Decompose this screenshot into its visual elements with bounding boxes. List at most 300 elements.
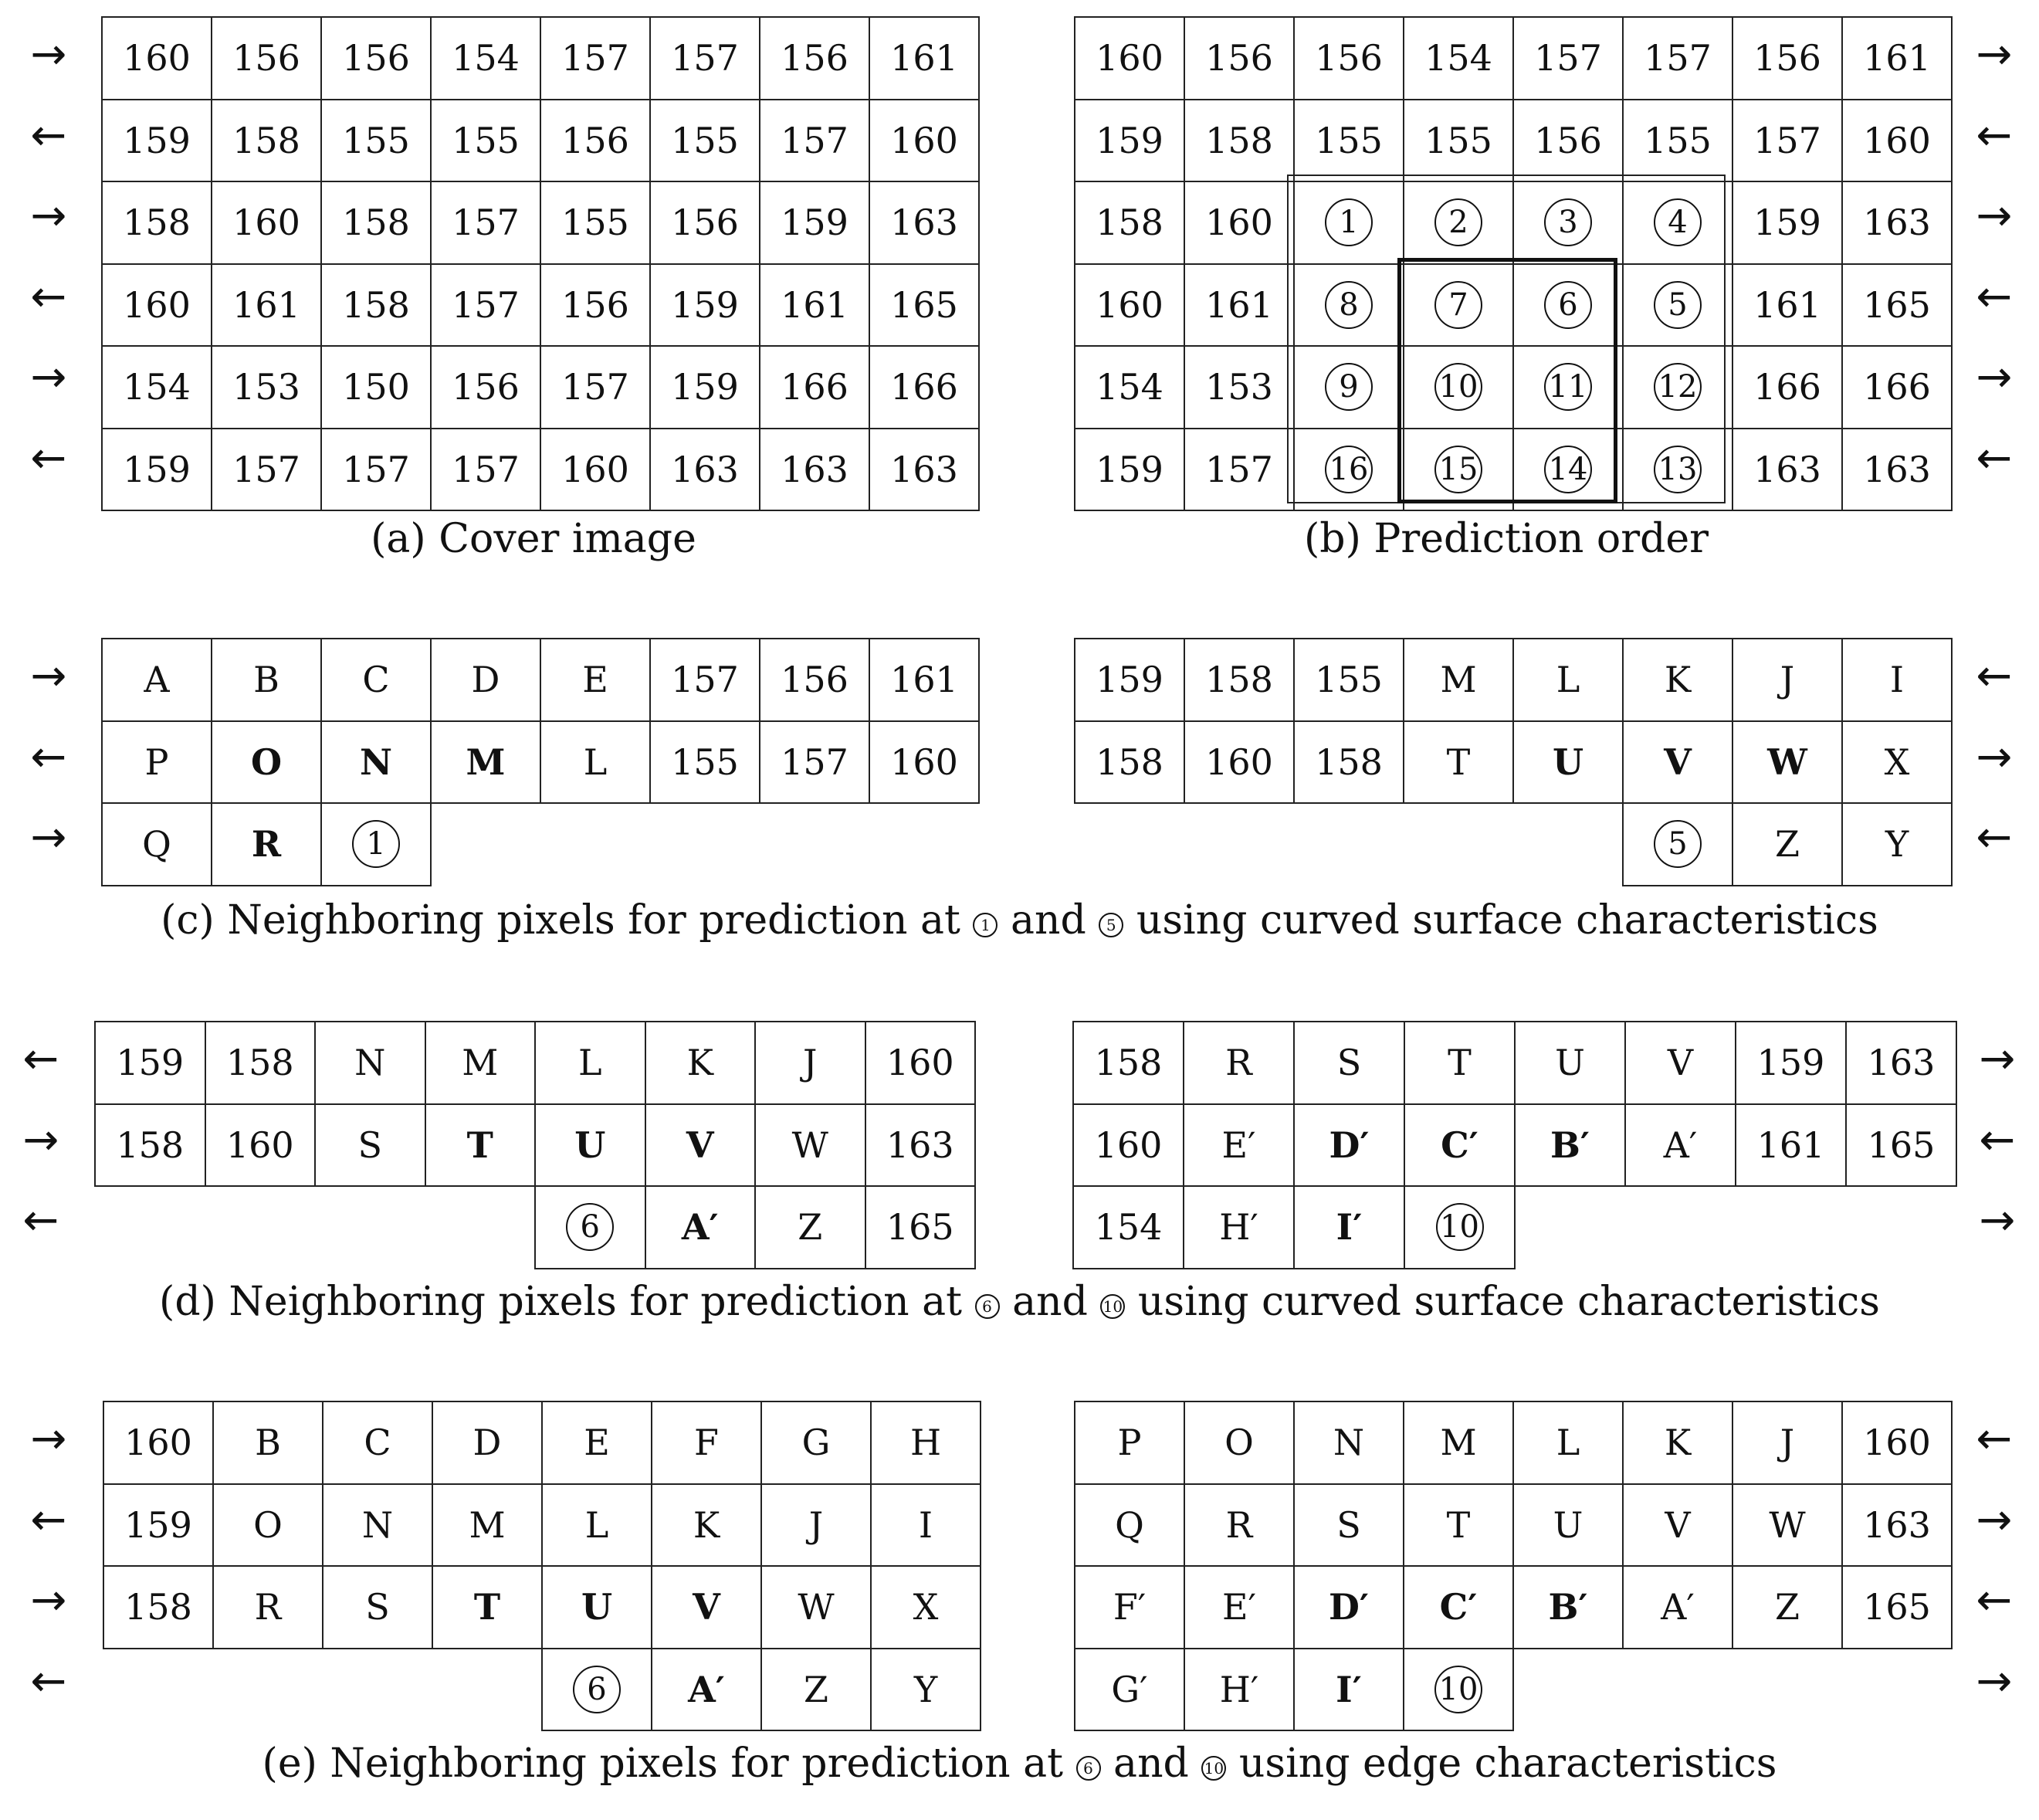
panel-caption-a bbox=[101, 516, 966, 562]
cell-value: 163 bbox=[1863, 202, 1931, 244]
pixel-cell bbox=[1294, 1022, 1404, 1104]
cell-value: K bbox=[1664, 1422, 1692, 1464]
grid-row bbox=[1075, 17, 1952, 100]
pixel-grid-c1 bbox=[101, 638, 980, 886]
pixel-cell bbox=[1732, 346, 1842, 429]
cell-value: 157 bbox=[1644, 37, 1712, 80]
grid-row bbox=[1073, 1022, 1956, 1104]
pixel-grid-d1 bbox=[94, 1021, 976, 1269]
pixel-cell bbox=[540, 429, 650, 511]
arrow-right-icon: → bbox=[30, 191, 67, 242]
cell-value: I bbox=[918, 1503, 933, 1546]
pixel-cell bbox=[1732, 17, 1842, 100]
pixel-grid-e2 bbox=[1074, 1401, 1953, 1731]
pixel-cell bbox=[1515, 1186, 1625, 1269]
cell-value: A′ bbox=[1661, 1586, 1695, 1629]
cell-value: V bbox=[686, 1124, 714, 1166]
cell-value: 158 bbox=[225, 1042, 294, 1084]
pixel-cell bbox=[871, 1484, 981, 1567]
pixel-cell bbox=[540, 17, 650, 100]
pixel-cell bbox=[1732, 803, 1842, 886]
cell-value: H′ bbox=[1219, 1206, 1258, 1249]
pixel-cell bbox=[1404, 1401, 1513, 1484]
cell-value: 155 bbox=[342, 119, 410, 161]
arrow-left-icon: ← bbox=[22, 1195, 59, 1246]
cell-value: 158 bbox=[124, 1586, 192, 1629]
cell-value: C bbox=[362, 659, 390, 701]
grid-row bbox=[102, 639, 979, 721]
arrow-right-icon: → bbox=[30, 1414, 67, 1465]
cell-value: 160 bbox=[123, 283, 191, 326]
pixel-cell bbox=[1184, 721, 1294, 804]
cell-value: G bbox=[801, 1422, 831, 1464]
cell-value: 160 bbox=[1096, 37, 1163, 80]
pixel-cell bbox=[1404, 1649, 1513, 1731]
pixel-cell bbox=[1404, 1104, 1515, 1187]
order-marker-16: 16 bbox=[1325, 446, 1373, 493]
cell-value: 159 bbox=[1756, 1042, 1825, 1084]
cell-value: R bbox=[1225, 1503, 1253, 1546]
pixel-cell bbox=[1073, 1022, 1184, 1104]
cell-value: 153 bbox=[1205, 366, 1273, 408]
cell-value: I bbox=[1889, 659, 1905, 701]
cell-value: 160 bbox=[225, 1124, 294, 1166]
arrow-left-icon: ← bbox=[30, 1494, 67, 1545]
cell-value: W bbox=[1769, 1503, 1806, 1546]
cell-value: L bbox=[1556, 1422, 1580, 1464]
pixel-cell bbox=[321, 181, 431, 264]
cell-value: 155 bbox=[671, 741, 739, 783]
pixel-cell bbox=[432, 1484, 542, 1567]
pixel-cell bbox=[1075, 1566, 1184, 1649]
pixel-cell bbox=[102, 346, 212, 429]
pixel-cell bbox=[869, 803, 979, 886]
cell-value: Z bbox=[1775, 823, 1800, 866]
cell-value: 156 bbox=[561, 283, 629, 326]
pixel-cell bbox=[1623, 803, 1732, 886]
pixel-cell bbox=[1623, 1566, 1732, 1649]
cell-value: F bbox=[694, 1422, 719, 1464]
pixel-cell bbox=[1623, 639, 1732, 721]
cell-value: D′ bbox=[1329, 1124, 1370, 1166]
cell-value: Q bbox=[142, 823, 171, 866]
pixel-cell bbox=[1294, 1649, 1404, 1731]
pixel-cell bbox=[205, 1186, 316, 1269]
grid-row bbox=[103, 1401, 981, 1484]
pixel-cell bbox=[650, 429, 760, 511]
grid-row bbox=[1073, 1186, 1956, 1269]
cell-value: 156 bbox=[342, 37, 410, 80]
cell-value: 156 bbox=[1315, 37, 1383, 80]
pixel-cell bbox=[1842, 1566, 1952, 1649]
pixel-cell bbox=[760, 639, 869, 721]
pixel-cell bbox=[1842, 721, 1952, 804]
arrow-right-icon: → bbox=[1979, 1034, 2016, 1085]
arrow-left-icon: ← bbox=[1976, 1575, 2013, 1626]
pixel-cell bbox=[1184, 1022, 1294, 1104]
cell-value: 158 bbox=[1315, 741, 1383, 783]
pixel-cell bbox=[755, 1104, 865, 1187]
pixel-cell bbox=[1513, 1484, 1623, 1567]
arrow-right-icon: → bbox=[1976, 191, 2013, 242]
pixel-cell bbox=[1623, 721, 1732, 804]
grid-row bbox=[103, 1484, 981, 1567]
cell-value: 157 bbox=[1534, 37, 1602, 80]
grid-row bbox=[1075, 264, 1952, 347]
cell-value: Y bbox=[913, 1668, 938, 1710]
pixel-cell bbox=[102, 181, 212, 264]
pixel-cell bbox=[869, 264, 979, 347]
pixel-cell bbox=[212, 429, 321, 511]
pixel-cell bbox=[1404, 1484, 1513, 1567]
pixel-cell bbox=[1842, 181, 1952, 264]
cell-value: L bbox=[577, 1042, 602, 1084]
grid-row bbox=[1075, 639, 1952, 721]
arrow-left-icon: ← bbox=[1979, 1114, 2016, 1165]
pixel-cell bbox=[865, 1104, 976, 1187]
grid-row bbox=[102, 264, 979, 347]
pixel-cell bbox=[1736, 1022, 1846, 1104]
pixel-cell bbox=[1184, 1104, 1294, 1187]
cell-value: P bbox=[144, 741, 169, 783]
pixel-cell bbox=[1513, 803, 1623, 886]
pixel-cell bbox=[1404, 17, 1513, 100]
cell-value: 160 bbox=[232, 202, 300, 244]
pixel-cell bbox=[1732, 1401, 1842, 1484]
pixel-cell bbox=[1842, 639, 1952, 721]
cell-value: S bbox=[365, 1586, 390, 1629]
pixel-cell bbox=[650, 721, 760, 804]
order-marker-11: 11 bbox=[1544, 363, 1592, 411]
cell-value: V bbox=[1664, 741, 1692, 783]
cell-value: 155 bbox=[1424, 119, 1492, 161]
cell-value: B′ bbox=[1548, 1586, 1588, 1629]
cell-value: 163 bbox=[1863, 1503, 1931, 1546]
pixel-cell bbox=[1842, 1484, 1952, 1567]
cell-value: O bbox=[253, 1503, 283, 1546]
cell-value: 160 bbox=[1863, 119, 1931, 161]
pixel-cell bbox=[1732, 1484, 1842, 1567]
pixel-cell bbox=[645, 1104, 756, 1187]
pixel-cell bbox=[652, 1401, 761, 1484]
caption-text: and bbox=[1100, 1740, 1202, 1787]
cell-value: 154 bbox=[123, 366, 191, 408]
panel-caption-c1 bbox=[0, 897, 2039, 944]
pixel-cell bbox=[1623, 181, 1732, 264]
pixel-cell bbox=[1623, 429, 1732, 511]
pixel-cell bbox=[1623, 17, 1732, 100]
pixel-cell bbox=[1732, 721, 1842, 804]
pixel-cell bbox=[1732, 1649, 1842, 1731]
pixel-cell bbox=[323, 1566, 432, 1649]
cell-value: 166 bbox=[1753, 366, 1821, 408]
cell-value: 156 bbox=[671, 202, 739, 244]
arrow-left-icon: ← bbox=[30, 432, 67, 483]
pixel-cell bbox=[761, 1566, 871, 1649]
pixel-cell bbox=[321, 721, 431, 804]
pixel-cell bbox=[1404, 100, 1513, 182]
cell-value: 160 bbox=[1096, 283, 1163, 326]
pixel-grid-d2 bbox=[1072, 1021, 1957, 1269]
pixel-cell bbox=[869, 17, 979, 100]
pixel-cell bbox=[760, 100, 869, 182]
pixel-cell bbox=[212, 639, 321, 721]
cell-value: 154 bbox=[452, 37, 520, 80]
grid-row bbox=[95, 1104, 975, 1187]
pixel-cell bbox=[1513, 1401, 1623, 1484]
pixel-cell bbox=[432, 1566, 542, 1649]
pixel-cell bbox=[432, 1649, 542, 1731]
cell-value: K bbox=[693, 1503, 720, 1546]
pixel-cell bbox=[755, 1186, 865, 1269]
cell-value: 159 bbox=[671, 366, 739, 408]
cell-value: E bbox=[582, 659, 608, 701]
pixel-cell bbox=[1732, 100, 1842, 182]
cell-value: K bbox=[1664, 659, 1692, 701]
cell-value: 160 bbox=[561, 448, 629, 490]
pixel-cell bbox=[431, 803, 540, 886]
cell-value: B bbox=[255, 1422, 281, 1464]
cell-value: U bbox=[1555, 1042, 1585, 1084]
cell-value: 161 bbox=[232, 283, 300, 326]
order-marker-8: 8 bbox=[1325, 281, 1373, 329]
pixel-cell bbox=[1513, 181, 1623, 264]
pixel-cell bbox=[212, 264, 321, 347]
cell-value: 160 bbox=[1205, 741, 1273, 783]
order-marker-2: 2 bbox=[1434, 198, 1482, 246]
cell-value: 160 bbox=[886, 1042, 954, 1084]
pixel-cell bbox=[1625, 1104, 1736, 1187]
pixel-cell bbox=[1184, 639, 1294, 721]
pixel-cell bbox=[102, 721, 212, 804]
pixel-cell bbox=[1294, 264, 1404, 347]
cell-value: 157 bbox=[781, 119, 848, 161]
pixel-cell bbox=[865, 1186, 976, 1269]
pixel-cell bbox=[213, 1401, 323, 1484]
pixel-cell bbox=[1732, 639, 1842, 721]
cell-value: 166 bbox=[781, 366, 848, 408]
pixel-cell bbox=[1184, 1401, 1294, 1484]
grid-row bbox=[102, 803, 979, 886]
pixel-cell bbox=[1513, 346, 1623, 429]
pixel-cell bbox=[1075, 1649, 1184, 1731]
pixel-cell bbox=[1075, 264, 1184, 347]
grid-row bbox=[1075, 346, 1952, 429]
pixel-cell bbox=[540, 100, 650, 182]
pixel-cell bbox=[542, 1649, 652, 1731]
cell-value: 155 bbox=[671, 119, 739, 161]
cell-value: S bbox=[1336, 1042, 1362, 1084]
pixel-cell bbox=[535, 1022, 645, 1104]
pixel-cell bbox=[1846, 1186, 1956, 1269]
pixel-cell bbox=[1736, 1186, 1846, 1269]
cell-value: O bbox=[250, 741, 283, 783]
pixel-cell bbox=[871, 1401, 981, 1484]
order-marker-9: 9 bbox=[1325, 363, 1373, 411]
pixel-cell bbox=[755, 1022, 865, 1104]
pixel-cell bbox=[542, 1484, 652, 1567]
pixel-cell bbox=[1184, 1186, 1294, 1269]
grid-row bbox=[1075, 100, 1952, 182]
pixel-cell bbox=[425, 1186, 536, 1269]
order-marker-1: 1 bbox=[1325, 198, 1373, 246]
pixel-cell bbox=[1075, 429, 1184, 511]
pixel-cell bbox=[1073, 1186, 1184, 1269]
pixel-cell bbox=[102, 429, 212, 511]
pixel-cell bbox=[212, 721, 321, 804]
pixel-cell bbox=[205, 1104, 316, 1187]
pixel-cell bbox=[1513, 264, 1623, 347]
pixel-cell bbox=[542, 1401, 652, 1484]
cell-value: 157 bbox=[1205, 448, 1273, 490]
cell-value: I′ bbox=[1336, 1206, 1363, 1249]
grid-row bbox=[95, 1186, 975, 1269]
pixel-cell bbox=[1623, 346, 1732, 429]
cell-value: E′ bbox=[1221, 1124, 1256, 1166]
pixel-cell bbox=[1404, 1186, 1515, 1269]
cell-value: D bbox=[472, 1422, 502, 1464]
cell-value: 159 bbox=[1096, 659, 1163, 701]
order-marker-7: 7 bbox=[1434, 281, 1482, 329]
pixel-cell bbox=[321, 803, 431, 886]
pixel-cell bbox=[102, 100, 212, 182]
pixel-cell bbox=[1513, 639, 1623, 721]
cell-value: 160 bbox=[890, 741, 958, 783]
cell-value: 160 bbox=[1094, 1124, 1163, 1166]
cell-value: 159 bbox=[781, 202, 848, 244]
pixel-cell bbox=[650, 346, 760, 429]
pixel-cell bbox=[1404, 346, 1513, 429]
cell-value: 160 bbox=[1863, 1422, 1931, 1464]
pixel-cell bbox=[102, 639, 212, 721]
cell-value: U bbox=[1553, 1503, 1583, 1546]
cell-value: 165 bbox=[1863, 283, 1931, 326]
cell-value: Y bbox=[1885, 823, 1909, 866]
cell-value: 157 bbox=[671, 659, 739, 701]
cell-value: 161 bbox=[1863, 37, 1931, 80]
pixel-cell bbox=[1073, 1104, 1184, 1187]
pixel-cell bbox=[1842, 264, 1952, 347]
pixel-cell bbox=[1842, 1649, 1952, 1731]
caption-order-marker: 1 bbox=[973, 913, 997, 937]
pixel-cell bbox=[102, 17, 212, 100]
pixel-cell bbox=[652, 1484, 761, 1567]
pixel-cell bbox=[1623, 1401, 1732, 1484]
cell-value: 165 bbox=[886, 1206, 954, 1249]
cell-value: T bbox=[1446, 741, 1471, 783]
cell-value: 155 bbox=[452, 119, 520, 161]
pixel-cell bbox=[1513, 429, 1623, 511]
arrow-left-icon: ← bbox=[1976, 812, 2013, 863]
cell-value: 156 bbox=[781, 659, 848, 701]
order-marker-6: 6 bbox=[573, 1666, 621, 1713]
cell-value: T bbox=[473, 1586, 501, 1629]
cell-value: 158 bbox=[232, 119, 300, 161]
cell-value: 158 bbox=[1096, 202, 1163, 244]
cell-value: B′ bbox=[1550, 1124, 1590, 1166]
grid-row bbox=[102, 17, 979, 100]
cell-value: H′ bbox=[1219, 1668, 1259, 1710]
pixel-cell bbox=[431, 100, 540, 182]
pixel-cell bbox=[650, 264, 760, 347]
cell-value: X bbox=[1884, 741, 1910, 783]
pixel-cell bbox=[540, 181, 650, 264]
pixel-cell bbox=[1513, 100, 1623, 182]
grid-row bbox=[102, 346, 979, 429]
cell-value: 163 bbox=[781, 448, 848, 490]
grid-row bbox=[1075, 1401, 1952, 1484]
pixel-cell bbox=[323, 1649, 432, 1731]
pixel-cell bbox=[1732, 264, 1842, 347]
cell-value: 157 bbox=[232, 448, 300, 490]
cell-value: 156 bbox=[561, 119, 629, 161]
cell-value: 159 bbox=[671, 283, 739, 326]
arrow-right-icon: → bbox=[1979, 1195, 2016, 1246]
cell-value: 159 bbox=[1753, 202, 1821, 244]
cell-value: 156 bbox=[1534, 119, 1602, 161]
pixel-cell bbox=[1736, 1104, 1846, 1187]
pixel-grid-a bbox=[101, 16, 980, 511]
pixel-cell bbox=[869, 721, 979, 804]
cell-value: W bbox=[791, 1124, 828, 1166]
pixel-cell bbox=[213, 1566, 323, 1649]
cell-value: N bbox=[1333, 1422, 1365, 1464]
cell-value: 157 bbox=[452, 448, 520, 490]
cell-value: 158 bbox=[1096, 741, 1163, 783]
order-marker-1: 1 bbox=[352, 820, 400, 868]
cell-value: U bbox=[1552, 741, 1584, 783]
cell-value: J bbox=[1780, 659, 1795, 701]
pixel-cell bbox=[1184, 803, 1294, 886]
grid-row bbox=[1075, 1484, 1952, 1567]
arrow-left-icon: ← bbox=[30, 731, 67, 782]
pixel-cell bbox=[760, 721, 869, 804]
cell-value: 159 bbox=[123, 119, 191, 161]
pixel-cell bbox=[431, 429, 540, 511]
pixel-cell bbox=[1404, 1566, 1513, 1649]
pixel-cell bbox=[652, 1566, 761, 1649]
pixel-cell bbox=[1075, 1484, 1184, 1567]
pixel-cell bbox=[760, 429, 869, 511]
cell-value: 157 bbox=[1753, 119, 1821, 161]
pixel-cell bbox=[761, 1484, 871, 1567]
pixel-cell bbox=[1404, 639, 1513, 721]
cell-value: 163 bbox=[890, 448, 958, 490]
pixel-cell bbox=[1184, 346, 1294, 429]
arrow-right-icon: → bbox=[30, 29, 67, 80]
caption-text: (c) Neighboring pixels for prediction at bbox=[161, 897, 974, 944]
pixel-cell bbox=[1513, 17, 1623, 100]
pixel-cell bbox=[1184, 181, 1294, 264]
pixel-cell bbox=[540, 721, 650, 804]
arrow-left-icon: ← bbox=[30, 110, 67, 161]
cell-value: 163 bbox=[671, 448, 739, 490]
cell-value: 159 bbox=[116, 1042, 185, 1084]
cell-value: 158 bbox=[116, 1124, 185, 1166]
caption-text: using curved surface characteristics bbox=[1125, 1279, 1880, 1325]
cell-value: U bbox=[581, 1586, 613, 1629]
cell-value: 161 bbox=[1753, 283, 1821, 326]
pixel-cell bbox=[869, 346, 979, 429]
cell-value: 154 bbox=[1094, 1206, 1163, 1249]
pixel-cell bbox=[321, 346, 431, 429]
pixel-cell bbox=[650, 181, 760, 264]
pixel-cell bbox=[1294, 803, 1404, 886]
order-marker-4: 4 bbox=[1654, 198, 1702, 246]
pixel-cell bbox=[1294, 639, 1404, 721]
pixel-cell bbox=[760, 803, 869, 886]
pixel-cell bbox=[1075, 1401, 1184, 1484]
